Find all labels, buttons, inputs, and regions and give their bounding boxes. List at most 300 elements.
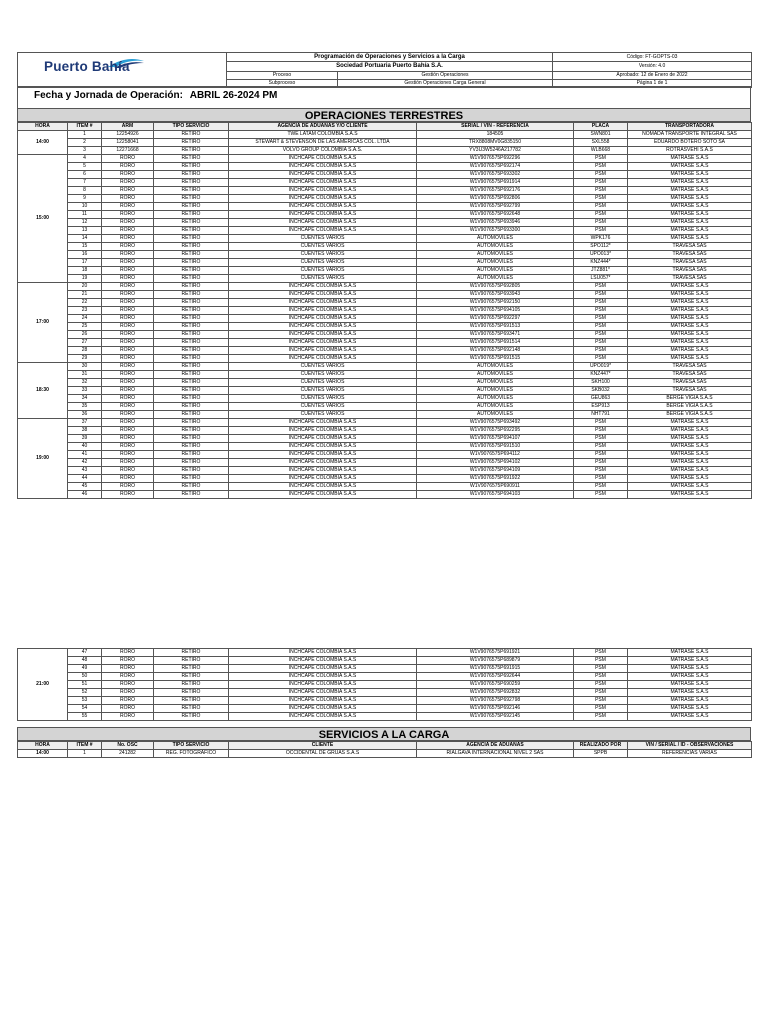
table-cell: 36	[68, 411, 102, 419]
table-cell: 241282	[102, 750, 154, 758]
table-cell: RORO	[102, 259, 154, 267]
table-row	[18, 387, 752, 395]
table-row	[18, 713, 752, 721]
table-cell: RETIRO	[154, 179, 229, 187]
table-cell: 15	[68, 243, 102, 251]
table-cell: 3	[68, 147, 102, 155]
table-row	[18, 171, 752, 179]
table-cell: RORO	[102, 355, 154, 363]
table-cell: ROTRASVEHI S.A.S	[628, 147, 752, 155]
table-cell: CUENTES VARIOS	[229, 251, 417, 259]
table-cell: CUENTES VARIOS	[229, 395, 417, 403]
table-row	[18, 291, 752, 299]
table-row	[18, 467, 752, 475]
table-cell: RORO	[102, 443, 154, 451]
table-cell: RORO	[102, 705, 154, 713]
table-cell: W1V9076575P693471	[417, 331, 574, 339]
table-cell: 7	[68, 179, 102, 187]
table-cell: RORO	[102, 681, 154, 689]
table-row	[18, 147, 752, 155]
table-cell: INCHCAPE COLOMBIA S.A.S	[229, 491, 417, 499]
table-cell: PSM	[574, 681, 628, 689]
table-cell: AUTOMOVILES	[417, 235, 574, 243]
table-row	[18, 657, 752, 665]
table-row	[18, 689, 752, 697]
table-row	[18, 681, 752, 689]
table-row	[18, 259, 752, 267]
table-cell: PSM	[574, 307, 628, 315]
table-cell: RETIRO	[154, 163, 229, 171]
table-cell: INCHCAPE COLOMBIA S.A.S	[229, 355, 417, 363]
table-row	[18, 750, 752, 758]
table-cell: PSM	[574, 163, 628, 171]
table-cell: 8	[68, 187, 102, 195]
table-cell: W1V9076575P692799	[417, 203, 574, 211]
table-cell: SKH100	[574, 379, 628, 387]
table-cell: RETIRO	[154, 379, 229, 387]
table-cell: CUENTES VARIOS	[229, 411, 417, 419]
table-cell: 6	[68, 171, 102, 179]
table-cell: RETIRO	[154, 419, 229, 427]
proceso-value: Gestión Operaciones	[338, 72, 553, 80]
table-row	[18, 483, 752, 491]
table-cell: RETIRO	[154, 251, 229, 259]
table-cell: RETIRO	[154, 243, 229, 251]
column-header: AGENCIA DE ADUANAS Y/O CLIENTE	[229, 123, 417, 131]
terrestres-table-continued	[17, 648, 752, 721]
table-cell: 1	[68, 131, 102, 139]
table-cell: RORO	[102, 347, 154, 355]
table-cell: INCHCAPE COLOMBIA S.A.S	[229, 347, 417, 355]
column-header: No. OSC	[102, 742, 154, 750]
table-cell: RORO	[102, 483, 154, 491]
table-cell: NHT791	[574, 411, 628, 419]
table-cell: W1V9076575P692296	[417, 155, 574, 163]
table-cell: RORO	[102, 665, 154, 673]
table-cell: RIALGAVA INTERNACIONAL NIVEL 2 SAS	[417, 750, 574, 758]
table-cell: RETIRO	[154, 387, 229, 395]
table-cell: W1V9076575P693302	[417, 171, 574, 179]
doc-code: Código: FT-GOPTS-03	[553, 53, 752, 62]
doc-title-1: Programación de Operaciones y Servicios a la Carga	[227, 53, 553, 62]
subproceso-value: Gestión Operaciones Carga General	[338, 80, 553, 88]
table-cell: MATRASE S.A.S	[628, 187, 752, 195]
column-header: SERIAL / VIN - REFERENCIA	[417, 123, 574, 131]
table-cell: RORO	[102, 419, 154, 427]
column-header: TIPO SERVICIO	[154, 123, 229, 131]
table-cell: INCHCAPE COLOMBIA S.A.S	[229, 323, 417, 331]
table-cell: 25	[68, 323, 102, 331]
table-cell: W1V9076575P692146	[417, 705, 574, 713]
table-cell: INCHCAPE COLOMBIA S.A.S	[229, 307, 417, 315]
table-cell: INCHCAPE COLOMBIA S.A.S	[229, 179, 417, 187]
table-cell: PSM	[574, 657, 628, 665]
table-cell: W1V9076575P691914	[417, 179, 574, 187]
table-cell: RETIRO	[154, 291, 229, 299]
table-row	[18, 347, 752, 355]
table-cell: CUENTES VARIOS	[229, 235, 417, 243]
table-cell: RORO	[102, 179, 154, 187]
table-cell: OCCIDENTAL DE GRUAS S.A.S	[229, 750, 417, 758]
table-cell: W1V9076575P694112	[417, 451, 574, 459]
table-cell: INCHCAPE COLOMBIA S.A.S	[229, 689, 417, 697]
hour-cell: 17:00	[18, 283, 68, 363]
table-cell: MATRASE S.A.S	[628, 665, 752, 673]
table-cell: SPPB	[574, 750, 628, 758]
table-cell: INCHCAPE COLOMBIA S.A.S	[229, 443, 417, 451]
table-cell: INCHCAPE COLOMBIA S.A.S	[229, 291, 417, 299]
table-cell: MATRASE S.A.S	[628, 339, 752, 347]
table-cell: TRX8808MV0G835150	[417, 139, 574, 147]
table-cell: RETIRO	[154, 475, 229, 483]
fecha-value: ABRIL 26-2024 PM	[189, 90, 278, 101]
table-cell: PSM	[574, 705, 628, 713]
table-cell: RETIRO	[154, 227, 229, 235]
table-cell: RETIRO	[154, 267, 229, 275]
table-row	[18, 139, 752, 147]
table-cell: INCHCAPE COLOMBIA S.A.S	[229, 483, 417, 491]
table-cell: INCHCAPE COLOMBIA S.A.S	[229, 697, 417, 705]
table-cell: ESP913	[574, 403, 628, 411]
table-cell: MATRASE S.A.S	[628, 331, 752, 339]
table-cell: RETIRO	[154, 467, 229, 475]
table-cell: PSM	[574, 211, 628, 219]
table-cell: GEU863	[574, 395, 628, 403]
table-cell: INCHCAPE COLOMBIA S.A.S	[229, 219, 417, 227]
table-cell: MATRASE S.A.S	[628, 299, 752, 307]
table-cell: TRAVESA SAS	[628, 251, 752, 259]
doc-title-2: Sociedad Portuaria Puerto Bahía S.A.	[227, 62, 553, 72]
table-cell: 5	[68, 163, 102, 171]
table-row	[18, 649, 752, 657]
table-cell: PSM	[574, 673, 628, 681]
table-cell: MATRASE S.A.S	[628, 673, 752, 681]
table-cell: 34	[68, 395, 102, 403]
table-cell: INCHCAPE COLOMBIA S.A.S	[229, 155, 417, 163]
table-cell: MATRASE S.A.S	[628, 427, 752, 435]
table-cell: RETIRO	[154, 219, 229, 227]
table-row	[18, 403, 752, 411]
table-cell: 23	[68, 307, 102, 315]
table-cell: RORO	[102, 459, 154, 467]
table-cell: RETIRO	[154, 339, 229, 347]
table-cell: TRAVESA SAS	[628, 379, 752, 387]
table-row	[18, 459, 752, 467]
table-cell: RETIRO	[154, 363, 229, 371]
column-header: ÍTEM #	[68, 742, 102, 750]
table-cell: RETIRO	[154, 451, 229, 459]
table-cell: RETIRO	[154, 427, 229, 435]
table-cell: RORO	[102, 315, 154, 323]
hour-cell: 18:30	[18, 363, 68, 419]
table-cell: 9	[68, 195, 102, 203]
table-cell: 184505	[417, 131, 574, 139]
table-cell: MATRASE S.A.S	[628, 171, 752, 179]
table-cell: MATRASE S.A.S	[628, 355, 752, 363]
column-header: HORA	[18, 123, 68, 131]
table-cell: RORO	[102, 395, 154, 403]
table-cell: W1V9076575P690911	[417, 483, 574, 491]
table-cell: RETIRO	[154, 713, 229, 721]
table-cell: 54	[68, 705, 102, 713]
table-cell: PSM	[574, 451, 628, 459]
fecha-jornada	[17, 86, 751, 108]
table-cell: KNZ447*	[574, 371, 628, 379]
table-cell: CUENTES VARIOS	[229, 387, 417, 395]
table-cell: JTZ881*	[574, 267, 628, 275]
table-cell: PSM	[574, 315, 628, 323]
table-cell: MATRASE S.A.S	[628, 443, 752, 451]
table-cell: PSM	[574, 219, 628, 227]
table-cell: MATRASE S.A.S	[628, 179, 752, 187]
table-cell: INCHCAPE COLOMBIA S.A.S	[229, 203, 417, 211]
table-cell: RETIRO	[154, 371, 229, 379]
table-cell: 12	[68, 219, 102, 227]
table-row	[18, 283, 752, 291]
table-row	[18, 307, 752, 315]
table-cell: RETIRO	[154, 435, 229, 443]
table-cell: REFERENCIAS VARIAS	[628, 750, 752, 758]
table-cell: MATRASE S.A.S	[628, 697, 752, 705]
table-row	[18, 371, 752, 379]
table-cell: PSM	[574, 299, 628, 307]
table-cell: PSM	[574, 665, 628, 673]
table-cell: RORO	[102, 467, 154, 475]
table-cell: MATRASE S.A.S	[628, 315, 752, 323]
section-title-terrestres: OPERACIONES TERRESTRES	[17, 108, 751, 122]
table-cell: CUENTES VARIOS	[229, 267, 417, 275]
table-cell: 35	[68, 403, 102, 411]
table-cell: WPK176	[574, 235, 628, 243]
table-cell: MATRASE S.A.S	[628, 451, 752, 459]
terrestres-table	[17, 122, 752, 499]
table-cell: MATRASE S.A.S	[628, 283, 752, 291]
table-cell: 28	[68, 347, 102, 355]
column-header: CLIENTE	[229, 742, 417, 750]
table-cell: MATRASE S.A.S	[628, 163, 752, 171]
table-cell: PSM	[574, 483, 628, 491]
table-cell: PSM	[574, 435, 628, 443]
fecha-label: Fecha y Jornada de Operación:	[34, 90, 183, 101]
table-cell: RETIRO	[154, 315, 229, 323]
table-cell: RETIRO	[154, 355, 229, 363]
table-cell: BERGÉ VIGIA S.A.S	[628, 411, 752, 419]
table-row	[18, 411, 752, 419]
table-cell: RETIRO	[154, 307, 229, 315]
table-cell: RETIRO	[154, 187, 229, 195]
table-cell: INCHCAPE COLOMBIA S.A.S	[229, 427, 417, 435]
table-cell: TRAVESA SAS	[628, 243, 752, 251]
table-cell: RETIRO	[154, 673, 229, 681]
table-cell: TRAVESA SAS	[628, 267, 752, 275]
table-cell: RETIRO	[154, 483, 229, 491]
table-cell: RETIRO	[154, 443, 229, 451]
table-row	[18, 491, 752, 499]
table-cell: RETIRO	[154, 211, 229, 219]
table-cell: 18	[68, 267, 102, 275]
table-cell: MATRASE S.A.S	[628, 435, 752, 443]
table-cell: INCHCAPE COLOMBIA S.A.S	[229, 339, 417, 347]
hour-cell: 14:00	[18, 131, 68, 155]
table-cell: RORO	[102, 187, 154, 195]
table-row	[18, 179, 752, 187]
table-cell: MATRASE S.A.S	[628, 491, 752, 499]
table-cell: RORO	[102, 689, 154, 697]
table-cell: RETIRO	[154, 235, 229, 243]
table-row	[18, 395, 752, 403]
table-cell: PSM	[574, 459, 628, 467]
table-cell: W1V9076575P692295	[417, 427, 574, 435]
table-cell: 47	[68, 649, 102, 657]
table-cell: RETIRO	[154, 665, 229, 673]
table-cell: PSM	[574, 195, 628, 203]
table-cell: 52	[68, 689, 102, 697]
table-cell: 37	[68, 419, 102, 427]
table-cell: W1V9076575P691915	[417, 665, 574, 673]
table-cell: PSM	[574, 697, 628, 705]
table-cell: 46	[68, 491, 102, 499]
table-cell: RORO	[102, 697, 154, 705]
table-cell: CUENTES VARIOS	[229, 363, 417, 371]
table-cell: MATRASE S.A.S	[628, 219, 752, 227]
hour-cell: 19:00	[18, 419, 68, 499]
table-cell: PSM	[574, 689, 628, 697]
table-cell: 55	[68, 713, 102, 721]
table-row	[18, 363, 752, 371]
table-row	[18, 267, 752, 275]
table-cell: INCHCAPE COLOMBIA S.A.S	[229, 331, 417, 339]
table-cell: RETIRO	[154, 649, 229, 657]
table-cell: RORO	[102, 307, 154, 315]
table-cell: AUTOMOVILES	[417, 403, 574, 411]
table-cell: SPO112*	[574, 243, 628, 251]
table-row	[18, 299, 752, 307]
table-cell: BERGÉ VIGIA S.A.S	[628, 403, 752, 411]
table-cell: MATRASE S.A.S	[628, 291, 752, 299]
table-cell: CUENTES VARIOS	[229, 259, 417, 267]
table-cell: 33	[68, 387, 102, 395]
column-header: TIPO SERVICIO	[154, 742, 229, 750]
table-cell: 29	[68, 355, 102, 363]
table-row	[18, 323, 752, 331]
table-cell: MATRASE S.A.S	[628, 681, 752, 689]
table-cell: INCHCAPE COLOMBIA S.A.S	[229, 211, 417, 219]
table-cell: INCHCAPE COLOMBIA S.A.S	[229, 195, 417, 203]
table-cell: AUTOMOVILES	[417, 411, 574, 419]
table-cell: W1V9076575P694105	[417, 307, 574, 315]
table-cell: INCHCAPE COLOMBIA S.A.S	[229, 459, 417, 467]
table-cell: RORO	[102, 379, 154, 387]
table-cell: W1V9076575P694103	[417, 491, 574, 499]
table-cell: RETIRO	[154, 275, 229, 283]
column-header: VIN / SERIAL / ID - OBSERVACIONES	[628, 742, 752, 750]
table-row	[18, 243, 752, 251]
table-cell: RETIRO	[154, 689, 229, 697]
table-cell: PSM	[574, 467, 628, 475]
table-cell: PSM	[574, 355, 628, 363]
table-cell: RORO	[102, 331, 154, 339]
table-cell: PSM	[574, 227, 628, 235]
table-cell: W1V9076575P693492	[417, 419, 574, 427]
table-cell: RORO	[102, 283, 154, 291]
hour-cell: 21:00	[18, 649, 68, 721]
table-row	[18, 275, 752, 283]
hour-cell: 15:00	[18, 155, 68, 283]
table-cell: W1V9076575P692798	[417, 697, 574, 705]
document-header	[17, 52, 752, 88]
table-cell: 10	[68, 203, 102, 211]
table-row	[18, 187, 752, 195]
table-row	[18, 251, 752, 259]
table-cell: RETIRO	[154, 681, 229, 689]
table-cell: W1V9076575P692805	[417, 283, 574, 291]
table-cell: PSM	[574, 491, 628, 499]
table-cell: INCHCAPE COLOMBIA S.A.S	[229, 187, 417, 195]
table-cell: MATRASE S.A.S	[628, 713, 752, 721]
table-cell: RORO	[102, 363, 154, 371]
table-cell: 13	[68, 227, 102, 235]
table-cell: W1V9076575P691510	[417, 443, 574, 451]
table-cell: INCHCAPE COLOMBIA S.A.S	[229, 657, 417, 665]
table-cell: INCHCAPE COLOMBIA S.A.S	[229, 681, 417, 689]
table-cell: 17	[68, 259, 102, 267]
table-row	[18, 697, 752, 705]
table-cell: MATRASE S.A.S	[628, 323, 752, 331]
table-cell: INCHCAPE COLOMBIA S.A.S	[229, 283, 417, 291]
table-cell: MATRASE S.A.S	[628, 195, 752, 203]
table-cell: RORO	[102, 673, 154, 681]
table-cell: PSM	[574, 427, 628, 435]
table-cell: UPO019*	[574, 363, 628, 371]
table-cell: RORO	[102, 219, 154, 227]
table-cell: RETIRO	[154, 331, 229, 339]
table-cell: RETIRO	[154, 259, 229, 267]
table-cell: 50	[68, 673, 102, 681]
table-cell: PSM	[574, 339, 628, 347]
table-cell: RETIRO	[154, 697, 229, 705]
table-cell: RETIRO	[154, 155, 229, 163]
table-cell: WLB668	[574, 147, 628, 155]
carga-table	[17, 741, 752, 758]
table-cell: RETIRO	[154, 347, 229, 355]
table-cell: RORO	[102, 339, 154, 347]
table-cell: RORO	[102, 403, 154, 411]
table-cell: RORO	[102, 451, 154, 459]
table-cell: INCHCAPE COLOMBIA S.A.S	[229, 451, 417, 459]
table-row	[18, 155, 752, 163]
table-cell: PSM	[574, 155, 628, 163]
table-row	[18, 379, 752, 387]
table-cell: INCHCAPE COLOMBIA S.A.S	[229, 665, 417, 673]
table-cell: RORO	[102, 163, 154, 171]
table-cell: RETIRO	[154, 171, 229, 179]
table-cell: INCHCAPE COLOMBIA S.A.S	[229, 705, 417, 713]
table-cell: RORO	[102, 211, 154, 219]
column-header: PLACA	[574, 123, 628, 131]
table-cell: AUTOMOVILES	[417, 259, 574, 267]
table-cell: 19	[68, 275, 102, 283]
table-cell: W1V9076575P694109	[417, 467, 574, 475]
table-cell: 4	[68, 155, 102, 163]
table-row	[18, 163, 752, 171]
table-cell: 43	[68, 467, 102, 475]
table-cell: PSM	[574, 713, 628, 721]
table-cell: AUTOMOVILES	[417, 371, 574, 379]
table-cell: 44	[68, 475, 102, 483]
table-cell: RETIRO	[154, 131, 229, 139]
table-row	[18, 211, 752, 219]
table-cell: RETIRO	[154, 705, 229, 713]
